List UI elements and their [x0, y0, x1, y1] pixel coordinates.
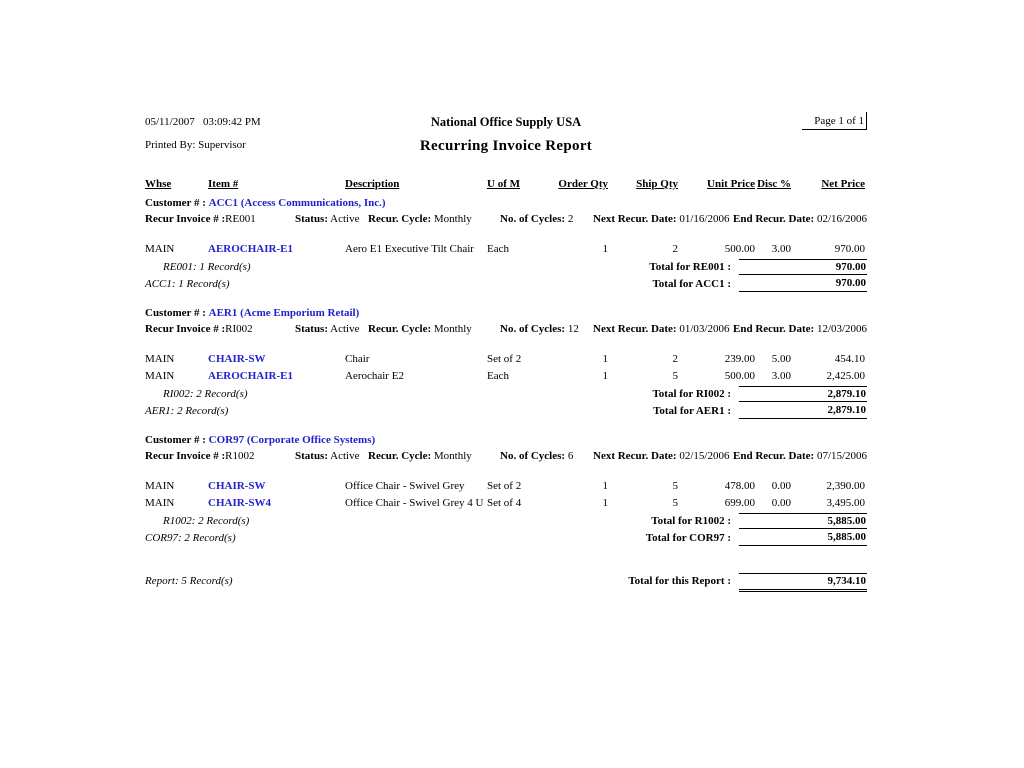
cell-disc: 5.00: [771, 353, 791, 365]
item-rows: [145, 479, 867, 513]
invoice-record-count: R1002: 2 Record(s): [163, 515, 250, 527]
end-date-value: 12/03/2006: [816, 323, 868, 335]
invoice-total-label: Total for RE001 :: [649, 261, 731, 273]
customer-record-count: ACC1: 1 Record(s): [145, 278, 230, 290]
no-of-cycles: [500, 322, 579, 337]
cell-order-qty: 1: [602, 370, 608, 382]
cell-unit-price: 500.00: [724, 370, 755, 382]
customer-label: Customer # :: [145, 307, 206, 319]
cycles-value: 12: [567, 323, 579, 335]
col-net-price: Net Price: [821, 178, 865, 190]
cell-description: Chair: [345, 353, 370, 365]
customer-total-label: Total for AER1 :: [653, 405, 731, 417]
invoice-total-value: 970.00: [739, 259, 867, 275]
col-disc: Disc %: [757, 178, 791, 190]
col-order-qty: Order Qty: [558, 178, 608, 190]
cell-disc: 0.00: [771, 497, 791, 509]
col-description: Description: [345, 178, 400, 190]
invoice-header-line: [145, 449, 867, 465]
item-row: [145, 479, 867, 496]
recur-invoice-value: RE001: [225, 213, 256, 225]
cell-net-price: 3,495.00: [826, 497, 865, 509]
col-uom: U of M: [487, 178, 520, 190]
print-datetime: 05/11/2007 03:09:42 PM: [145, 116, 261, 128]
end-recur-date: [733, 449, 867, 464]
next-recur-date: [593, 449, 729, 464]
column-headers: [145, 178, 867, 194]
customer-record-count: AER1: 2 Record(s): [145, 405, 229, 417]
status-value: Active: [330, 450, 360, 462]
cell-ship-qty: 5: [672, 480, 678, 492]
cell-unit-price: 699.00: [724, 497, 755, 509]
customer-total-value: 970.00: [739, 276, 867, 292]
recur-invoice-number: [145, 212, 256, 227]
cell-uom: Set of 2: [487, 480, 522, 492]
col-whse: Whse: [145, 178, 172, 190]
status-label: Status:: [295, 213, 329, 225]
cycle-label: Recur. Cycle:: [368, 450, 432, 462]
recur-cycle: [368, 212, 472, 227]
cell-whse: MAIN: [145, 243, 175, 255]
recur-invoice-label: Recur Invoice # :: [145, 323, 226, 335]
invoice-total-label: Total for R1002 :: [651, 515, 731, 527]
invoice-record-count: RI002: 2 Record(s): [163, 388, 248, 400]
printed-by: Printed By: Supervisor: [145, 139, 246, 151]
invoice-status: [295, 322, 360, 337]
cell-disc: 3.00: [771, 370, 791, 382]
end-date-value: 02/16/2006: [816, 213, 868, 225]
cell-whse: MAIN: [145, 480, 175, 492]
cell-ship-qty: 2: [672, 243, 678, 255]
cell-whse: MAIN: [145, 353, 175, 365]
status-label: Status:: [295, 323, 329, 335]
end-recur-date: [733, 322, 867, 337]
customer-link[interactable]: COR97 (Corporate Office Systems): [208, 434, 376, 446]
next-date-label: Next Recur. Date:: [593, 213, 677, 225]
cell-net-price: 454.10: [834, 353, 865, 365]
cell-uom: Each: [487, 243, 509, 255]
item-link[interactable]: CHAIR-SW: [208, 480, 266, 492]
report-header-row: [145, 112, 867, 134]
customer-line: [145, 433, 867, 449]
end-date-label: End Recur. Date:: [733, 213, 815, 225]
recur-invoice-value: RI002: [225, 323, 253, 335]
cycle-value: Monthly: [433, 213, 472, 225]
report-summary: [145, 573, 867, 590]
cycle-label: Recur. Cycle:: [368, 213, 432, 225]
recur-invoice-value: R1002: [225, 450, 255, 462]
cycles-value: 6: [567, 450, 574, 462]
report-total-label: Total for this Report :: [628, 575, 731, 587]
customer-total-line: [145, 530, 867, 547]
recur-invoice-number: [145, 449, 255, 464]
report-total-value: 9,734.10: [739, 573, 867, 592]
cell-unit-price: 239.00: [724, 353, 755, 365]
cycle-value: Monthly: [433, 323, 472, 335]
cell-unit-price: 478.00: [724, 480, 755, 492]
customer-link[interactable]: AER1 (Acme Emporium Retail): [208, 307, 360, 319]
invoice-total-label: Total for RI002 :: [652, 388, 731, 400]
customer-total-line: [145, 276, 867, 293]
invoice-header-line: [145, 322, 867, 338]
cell-disc: 3.00: [771, 243, 791, 255]
invoice-total-line: [145, 386, 867, 403]
status-value: Active: [330, 323, 360, 335]
recurring-invoice-report: [145, 112, 867, 590]
cell-uom: Each: [487, 370, 509, 382]
item-row: [145, 352, 867, 369]
cell-net-price: 970.00: [834, 243, 865, 255]
cell-ship-qty: 5: [672, 370, 678, 382]
cell-order-qty: 1: [602, 497, 608, 509]
item-link[interactable]: AEROCHAIR-E1: [208, 243, 293, 255]
cell-description: Aerochair E2: [345, 370, 404, 382]
next-recur-date: [593, 322, 729, 337]
invoice-record-count: RE001: 1 Record(s): [163, 261, 251, 273]
customer-label: Customer # :: [145, 434, 206, 446]
cell-order-qty: 1: [602, 353, 608, 365]
cycles-value: 2: [567, 213, 574, 225]
cycle-value: Monthly: [433, 450, 472, 462]
cell-unit-price: 500.00: [724, 243, 755, 255]
cell-description: Office Chair - Swivel Grey: [345, 480, 465, 492]
next-date-label: Next Recur. Date:: [593, 450, 677, 462]
cycles-label: No. of Cycles:: [500, 213, 566, 225]
customer-group: [145, 433, 867, 547]
item-row: [145, 242, 867, 259]
col-ship-qty: Ship Qty: [636, 178, 678, 190]
item-rows: [145, 352, 867, 386]
col-unit-price: Unit Price: [707, 178, 755, 190]
customer-group: [145, 306, 867, 420]
recur-cycle: [368, 322, 472, 337]
cell-description: Office Chair - Swivel Grey 4 U: [345, 497, 484, 509]
status-value: Active: [330, 213, 360, 225]
customer-total-value: 5,885.00: [739, 530, 867, 546]
customer-total-label: Total for COR97 :: [645, 532, 731, 544]
no-of-cycles: [500, 212, 573, 227]
customer-link[interactable]: ACC1 (Access Communications, Inc.): [208, 197, 386, 209]
invoice-status: [295, 212, 360, 227]
report-record-count: Report: 5 Record(s): [145, 575, 233, 587]
next-date-value: 02/15/2006: [679, 450, 730, 462]
company-name: National Office Supply USA: [430, 115, 582, 129]
next-date-label: Next Recur. Date:: [593, 323, 677, 335]
invoice-header-line: [145, 212, 867, 228]
invoice-total-line: [145, 513, 867, 530]
customer-line: [145, 196, 867, 212]
item-link[interactable]: AEROCHAIR-E1: [208, 370, 293, 382]
end-recur-date: [733, 212, 867, 227]
end-date-value: 07/15/2006: [816, 450, 868, 462]
invoice-status: [295, 449, 360, 464]
recur-invoice-number: [145, 322, 253, 337]
invoice-total-value: 5,885.00: [739, 513, 867, 529]
recur-invoice-label: Recur Invoice # :: [145, 213, 226, 225]
cell-whse: MAIN: [145, 497, 175, 509]
customer-record-count: COR97: 2 Record(s): [145, 532, 236, 544]
cell-uom: Set of 4: [487, 497, 522, 509]
page-number: Page 1 of 1: [802, 112, 867, 130]
cell-order-qty: 1: [602, 243, 608, 255]
invoice-total-line: [145, 259, 867, 276]
cycle-label: Recur. Cycle:: [368, 323, 432, 335]
end-date-label: End Recur. Date:: [733, 450, 815, 462]
customer-label: Customer # :: [145, 197, 206, 209]
item-row: [145, 496, 867, 513]
item-link[interactable]: CHAIR-SW: [208, 353, 266, 365]
end-date-label: End Recur. Date:: [733, 323, 815, 335]
recur-invoice-label: Recur Invoice # :: [145, 450, 226, 462]
cell-uom: Set of 2: [487, 353, 522, 365]
cycles-label: No. of Cycles:: [500, 323, 566, 335]
cell-ship-qty: 5: [672, 497, 678, 509]
report-title-row: [145, 134, 867, 164]
cell-whse: MAIN: [145, 370, 175, 382]
status-label: Status:: [295, 450, 329, 462]
report-total-line: [145, 573, 867, 590]
cycles-label: No. of Cycles:: [500, 450, 566, 462]
item-link[interactable]: CHAIR-SW4: [208, 497, 271, 509]
customer-group: [145, 196, 867, 293]
item-row: [145, 369, 867, 386]
cell-ship-qty: 2: [672, 353, 678, 365]
no-of-cycles: [500, 449, 573, 464]
customer-line: [145, 306, 867, 322]
cell-description: Aero E1 Executive Tilt Chair: [345, 243, 474, 255]
customer-total-line: [145, 403, 867, 420]
invoice-total-value: 2,879.10: [739, 386, 867, 402]
next-recur-date: [593, 212, 729, 227]
customer-total-value: 2,879.10: [739, 403, 867, 419]
item-rows: [145, 242, 867, 259]
cell-net-price: 2,390.00: [826, 480, 865, 492]
report-title: Recurring Invoice Report: [419, 138, 593, 154]
cell-order-qty: 1: [602, 480, 608, 492]
customer-total-label: Total for ACC1 :: [652, 278, 731, 290]
next-date-value: 01/16/2006: [679, 213, 730, 225]
recur-cycle: [368, 449, 472, 464]
cell-disc: 0.00: [771, 480, 791, 492]
col-item: Item #: [208, 178, 239, 190]
cell-net-price: 2,425.00: [826, 370, 865, 382]
page-number-cell: [802, 112, 867, 134]
next-date-value: 01/03/2006: [679, 323, 730, 335]
